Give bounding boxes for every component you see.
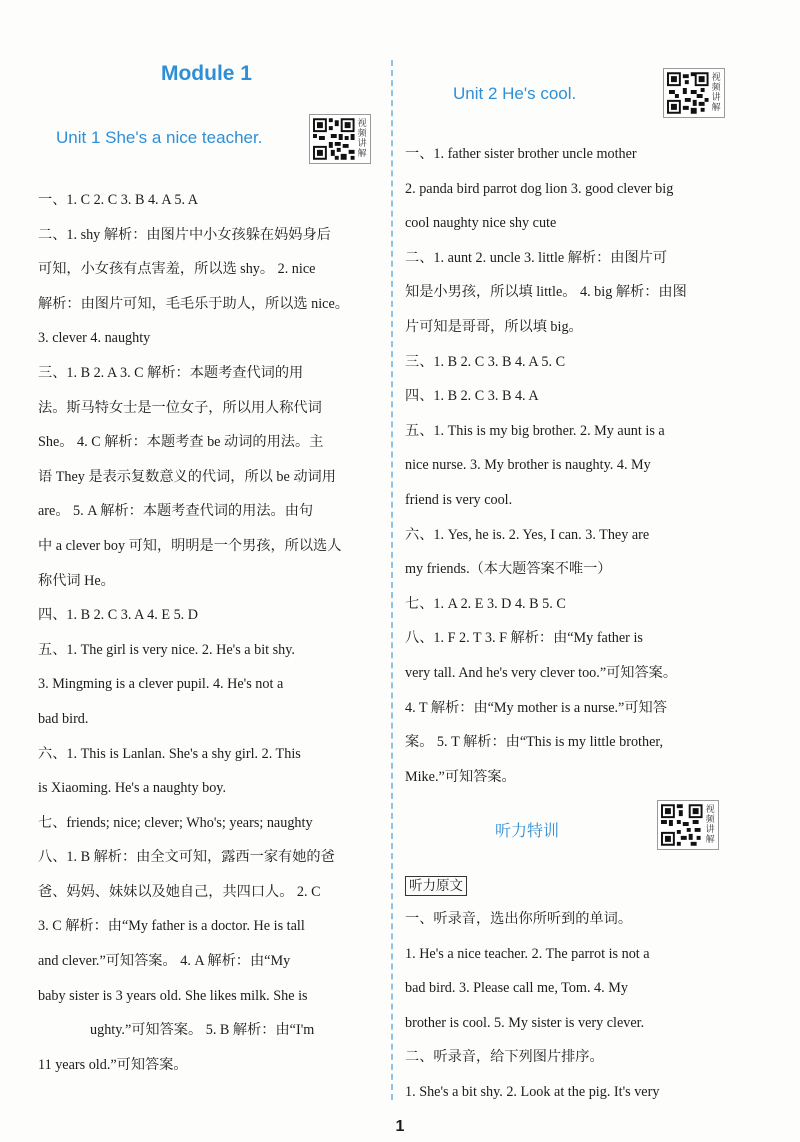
answer-line: bad bird.: [38, 710, 89, 727]
answer-line: 语 They 是表示复数意义的代词，所以 be 动词用: [38, 468, 336, 485]
answer-line: is Xiaoming. He's a naughty boy.: [38, 780, 227, 797]
qr-code-unit-1[interactable]: [309, 114, 371, 164]
listening-box-label-wrap: [405, 876, 467, 896]
answer-line: 三、1. B 2. A 3. C 解析：本题考查代词的用: [38, 364, 304, 381]
answer-line: 11 years old.”可知答案。: [38, 1056, 188, 1073]
answer-line: 3. Mingming is a clever pupil. 4. He's not a: [38, 676, 284, 693]
qr-code-icon: [667, 72, 709, 114]
transcript-line: brother is cool. 5. My sister is very clever.: [405, 1014, 645, 1031]
answer-line: 中 a clever boy 可知，明明是一个男孩，所以选人: [38, 537, 342, 554]
answer-line: and clever.”可知答案。 4. A 解析：由“My: [38, 953, 291, 970]
answer-line: 四、1. B 2. C 3. A 4. E 5. D: [38, 607, 199, 624]
answer-line: are。 5. A 解析：本题考查代词的用法。由句: [38, 503, 314, 520]
answer-line: 二、1. shy 解析：由图片中小女孩躲在妈妈身后: [38, 226, 331, 243]
answer-line: 六、1. Yes, he is. 2. Yes, I can. 3. They are: [405, 526, 650, 543]
answer-line: nice nurse. 3. My brother is naughty. 4. My: [405, 457, 651, 474]
qr-label: 视频讲解: [357, 119, 367, 159]
qr-code-icon: [661, 804, 703, 846]
page-number: 1: [395, 1118, 405, 1135]
answer-line: 一、1. father sister brother uncle mother: [405, 146, 637, 162]
qr-code-listening[interactable]: [657, 800, 719, 850]
answer-line: 案。 5. T 解析：由“This is my little brother,: [405, 734, 664, 751]
answer-line: 八、1. F 2. T 3. F 解析：由“My father is: [405, 630, 643, 647]
answer-line: 解析：由图片可知，毛毛乐于助人，所以选 nice。: [38, 295, 349, 312]
answer-line: 六、1. This is Lanlan. She's a shy girl. 2. This: [38, 745, 301, 762]
qr-code-icon: [313, 118, 355, 160]
answer-line: friend is very cool.: [405, 491, 513, 508]
answer-line: my friends.（本大题答案不唯一）: [405, 561, 612, 578]
transcript-line: 二、听录音，给下列图片排序。: [405, 1049, 604, 1066]
listening-section-title: 听力特训: [495, 821, 560, 840]
transcript-line: 1. He's a nice teacher. 2. The parrot is not a: [405, 945, 650, 962]
unit-2-answers: [405, 137, 740, 794]
answer-line: 二、1. aunt 2. uncle 3. little 解析：由图片可: [405, 249, 668, 266]
answer-line: 3. clever 4. naughty: [38, 330, 151, 347]
answer-line: 4. T 解析：由“My mother is a nurse.”可知答: [405, 699, 667, 716]
answer-line: 七、friends; nice; clever; Who's; years; naughty: [38, 814, 313, 831]
answer-line: She。 4. C 解析：本题考查 be 动词的用法。主: [38, 434, 324, 451]
unit-2-title: Unit 2 He's cool.: [453, 84, 577, 103]
answer-line: 3. C 解析：由“My father is a doctor. He is tall: [38, 918, 305, 935]
transcript-line: bad bird. 3. Please call me, Tom. 4. My: [405, 980, 628, 997]
answer-line: 八、1. B 解析：由全文可知，露西一家有她的爸: [38, 849, 335, 866]
module-title: Module 1: [160, 62, 252, 85]
answer-line: 一、1. C 2. C 3. B 4. A 5. A: [38, 192, 199, 208]
answer-line: 五、1. This is my big brother. 2. My aunt is a: [405, 422, 665, 439]
answer-line: 法。斯马特女士是一位女子，所以用人称代词: [38, 399, 322, 416]
answer-line: Mike.”可知答案。: [405, 768, 516, 785]
answer-line: 七、1. A 2. E 3. D 4. B 5. C: [405, 595, 566, 612]
answer-line: ughty.”可知答案。 5. B 解析：由“I'm: [90, 1022, 315, 1039]
answer-line: 称代词 He。: [38, 572, 115, 589]
answer-line: 片可知是哥哥，所以填 big。: [405, 318, 583, 335]
listening-transcript-label: 听力原文: [405, 876, 467, 896]
answer-line: 爸、妈妈、妹妹以及她自己，共四口人。 2. C: [38, 883, 321, 900]
answer-line: very tall. And he's very clever too.”可知答案。: [405, 664, 678, 681]
answer-line: cool naughty nice shy cute: [405, 215, 557, 232]
qr-code-unit-2[interactable]: [663, 68, 725, 118]
listening-transcript: [405, 902, 740, 1110]
answer-line: 四、1. B 2. C 3. B 4. A: [405, 388, 539, 405]
answer-line: 知是小男孩，所以填 little。 4. big 解析：由图: [405, 284, 687, 301]
answer-line: baby sister is 3 years old. She likes milk. She is: [38, 987, 308, 1004]
transcript-line: 1. She's a bit shy. 2. Look at the pig. It's very: [405, 1083, 660, 1100]
qr-label: 视频讲解: [711, 73, 721, 113]
answer-line: 可知，小女孩有点害羞，所以选 shy。 2. nice: [38, 261, 316, 278]
answer-line: 三、1. B 2. C 3. B 4. A 5. C: [405, 353, 566, 370]
answer-line: 2. panda bird parrot dog lion 3. good clever big: [405, 180, 674, 197]
unit-1-title: Unit 1 She's a nice teacher.: [56, 128, 263, 147]
column-divider: [391, 60, 393, 1100]
answer-line: 五、1. The girl is very nice. 2. He's a bit shy.: [38, 641, 295, 658]
transcript-line: 一、听录音，选出你所听到的单词。: [405, 911, 633, 927]
qr-label: 视频讲解: [705, 805, 715, 845]
unit-1-answers: [38, 183, 375, 1082]
